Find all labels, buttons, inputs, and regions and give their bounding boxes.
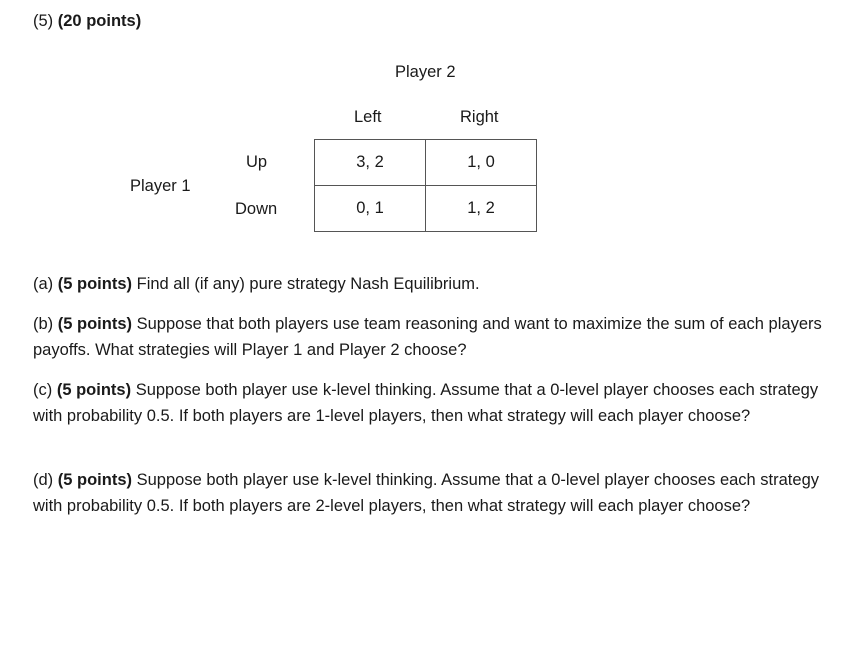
player-2-label: Player 2 [395,63,456,81]
question-a-text: Find all (if any) pure strategy Nash Equilibrium. [136,275,480,293]
payoff-matrix [314,139,537,232]
problem-title [33,12,141,31]
payoff-cell-down-left: 0, 1 [315,186,426,232]
row-header-down: Down [235,200,278,218]
player-1-label: Player 1 [130,177,191,195]
payoff-cell-up-left: 3, 2 [315,140,426,186]
question-d-text: Suppose both player use k-level thinking. Assume that a 0-level player chooses each strategy with probability 0.5. If both players are 2-level players, then what strategy will each player choose? [33,471,819,515]
problem-points: (20 points) [57,12,142,30]
question-b-text: Suppose that both players use team reasoning and want to maximize the sum of each players payoffs. What strategies will Player 1 and Player 2 choose? [33,315,822,359]
question-a-points: (5 points) [57,275,133,293]
question-c-text: Suppose both player use k-level thinking. Assume that a 0-level player chooses each strategy with probability 0.5. If both players are 1-level players, then what strategy will each player choose? [33,381,819,425]
question-c [33,378,833,429]
question-b-points: (5 points) [57,315,133,333]
question-c-label: (c) [33,381,53,399]
column-header-right: Right [460,108,499,126]
question-b [33,312,833,363]
column-header-left: Left [354,108,382,126]
question-c-points: (5 points) [56,381,132,399]
question-d [33,468,833,519]
payoff-cell-down-right: 1, 2 [426,186,537,232]
payoff-row-up [315,140,537,186]
row-header-up: Up [246,153,268,171]
problem-number: (5) [33,12,54,30]
question-a-label: (a) [33,275,54,293]
question-a [33,272,833,298]
question-d-label: (d) [33,471,54,489]
payoff-row-down [315,186,537,232]
question-b-label: (b) [33,315,54,333]
payoff-cell-up-right: 1, 0 [426,140,537,186]
question-d-points: (5 points) [57,471,133,489]
